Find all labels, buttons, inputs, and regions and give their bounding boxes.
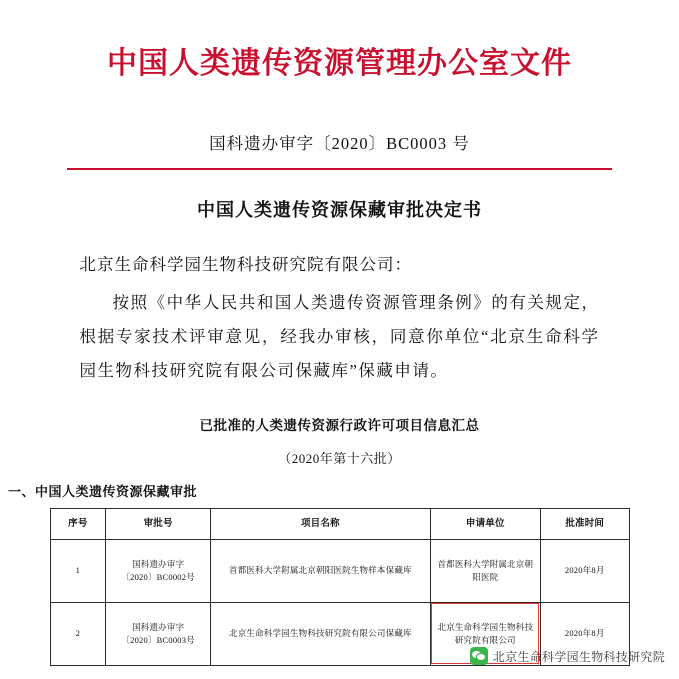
column-header-unit: 申请单位 (430, 508, 540, 539)
batch-line: （2020年第十六批） (278, 450, 401, 466)
column-header-project: 项目名称 (211, 508, 431, 539)
wechat-icon (470, 647, 488, 665)
row-1-no: 1 (50, 539, 106, 602)
summary-title: 已批准的人类遗传资源行政许可项目信息汇总 (199, 417, 480, 433)
row-1-unit-line2: 阳医院 (472, 571, 499, 582)
row-1-project: 首都医科大学附属北京朝阳医院生物样本保藏库 (211, 539, 431, 602)
row-2-date: 2020年8月 (540, 602, 629, 665)
wechat-account-watermark (470, 647, 665, 665)
wechat-account-name: 北京生命科学园生物科技研究院 (492, 649, 665, 664)
row-2-code-line2: 〔2020〕BC0003号 (121, 634, 195, 645)
document-number: 国科遗办审字〔2020〕BC0003 号 (209, 134, 470, 153)
paragraph-text: 按照《中华人民共和国人类遗传资源管理条例》的有关规定，根据专家技术评审意见，经我办审核，同意你单位“北京生命科学园生物科技研究院有限公司保藏库”保藏申请。 (79, 293, 600, 381)
row-2-code-line1: 国科遗办审字 (132, 622, 185, 633)
row-2-unit-line1: 北京生命科学园生物科技 (437, 622, 534, 633)
addressee-line: 北京生命科学园生物科技研究院有限公司： (79, 255, 412, 274)
red-divider (67, 168, 612, 170)
table-row (50, 539, 629, 602)
row-1-code (106, 539, 211, 602)
section-label: 一、中国人类遗传资源保藏审批 (8, 483, 198, 499)
table-header-row (50, 508, 629, 539)
row-1-code-line2: 〔2020〕BC0002号 (121, 571, 195, 582)
decision-title: 中国人类遗传资源保藏审批决定书 (197, 200, 482, 220)
row-2-code (106, 602, 211, 665)
approvals-table (50, 508, 630, 666)
column-header-date: 批准时间 (540, 508, 629, 539)
column-header-no: 序号 (50, 508, 106, 539)
document-title: 中国人类遗传资源管理办公室文件 (107, 47, 572, 80)
approvals-table-wrap (50, 508, 630, 666)
row-1-date: 2020年8月 (540, 539, 629, 602)
document-body (80, 252, 600, 388)
row-2-unit-line2: 研究院有限公司 (454, 634, 516, 645)
row-2-no: 2 (50, 602, 106, 665)
row-2-project: 北京生命科学园生物科技研究院有限公司保藏库 (211, 602, 431, 665)
row-1-unit (430, 539, 540, 602)
column-header-code: 审批号 (106, 508, 211, 539)
body-paragraph (80, 286, 600, 387)
row-1-unit-line1: 首都医科大学附属北京朝 (437, 559, 534, 570)
row-1-code-line1: 国科遗办审字 (132, 559, 185, 570)
